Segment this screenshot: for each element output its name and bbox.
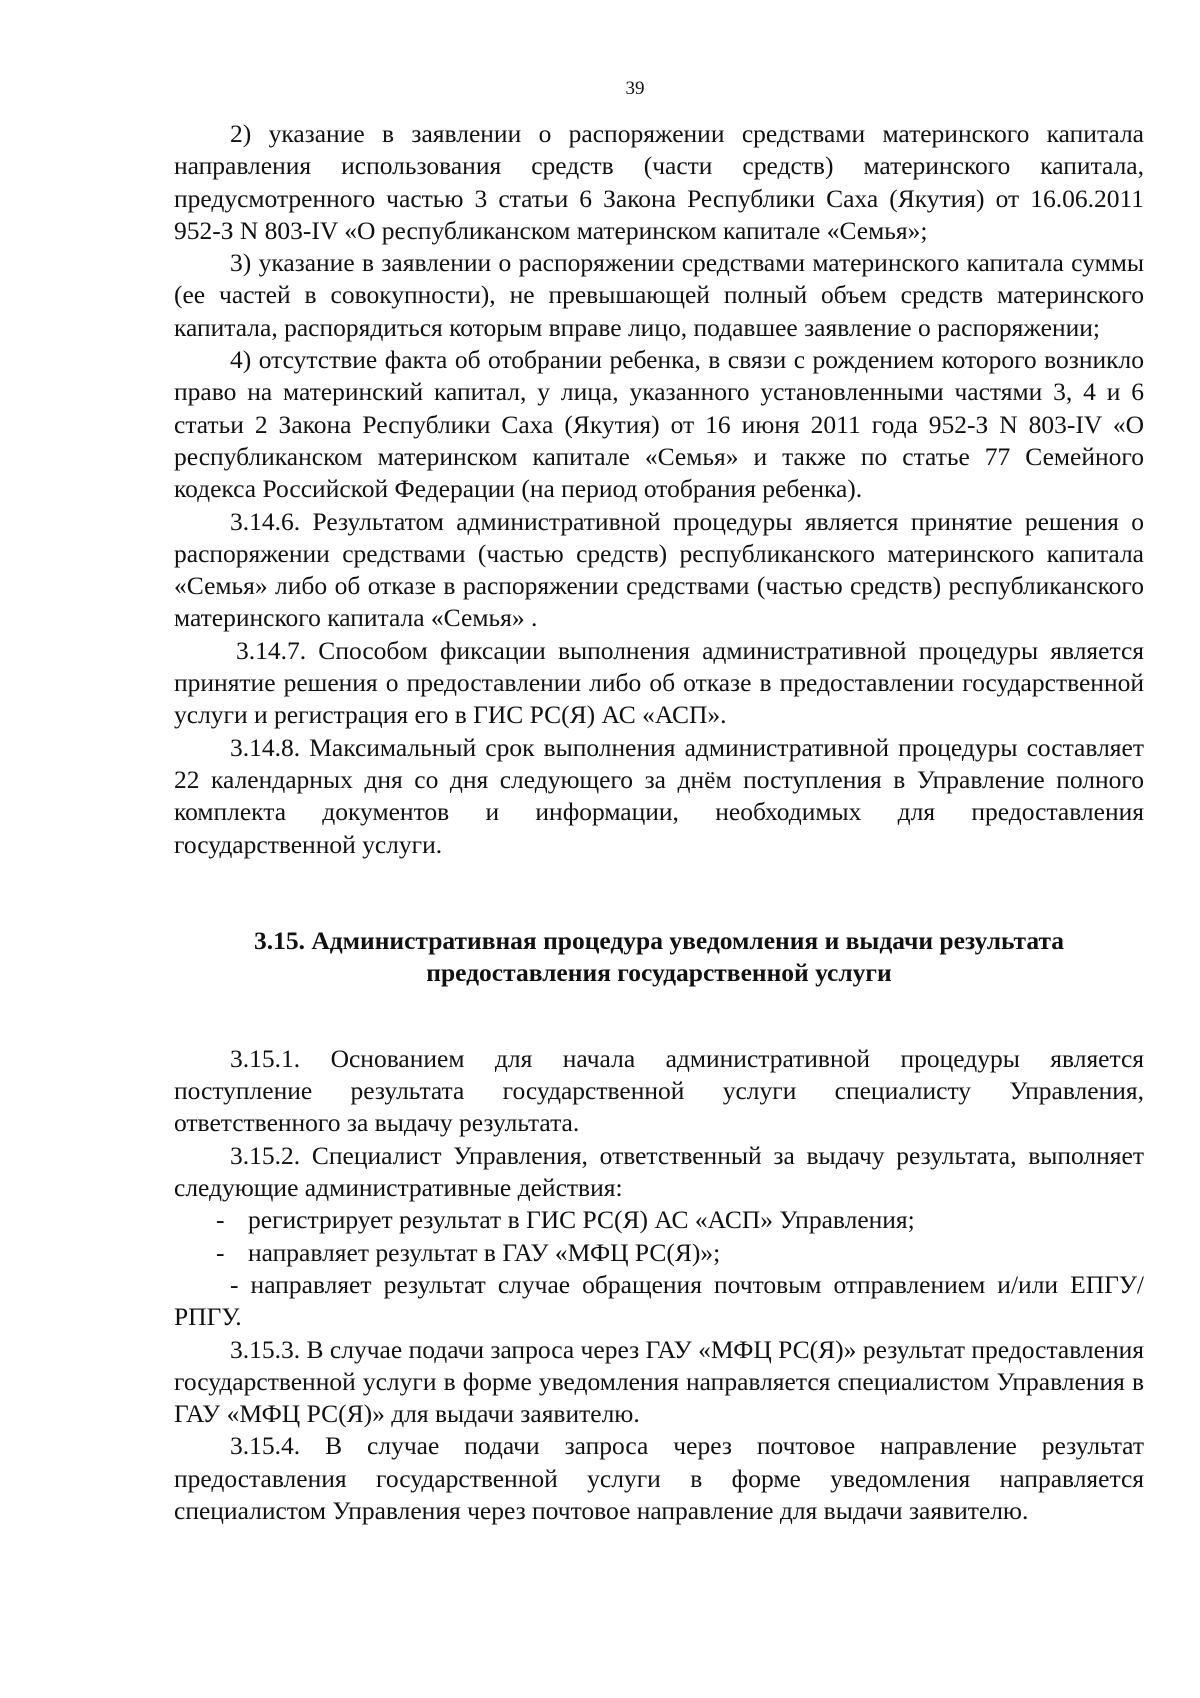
paragraph-3-15-1: 3.15.1. Основанием для начала административной процедуры является поступление результата государственной услуги специалисту Управления, ответственного за выдачу результата. bbox=[174, 1043, 1144, 1138]
paragraph-item-2: 2) указание в заявлении о распоряжении средствами материнского капитала направления использования средств (части средств) материнского капитала, предусмотренного частью 3 статьи 6 Закона Республики Саха (Якутия) от 16.06.2011 952-З N 803-IV «О республиканском материнском капитале «Семья»; bbox=[174, 119, 1144, 245]
paragraph-item-3: 3) указание в заявлении о распоряжении средствами материнского капитала суммы (ее частей в совокупности), не превышающей полный объем средств материнского капитала, распорядиться которым вправе лицо, подавшее заявление о распоряжении; bbox=[174, 248, 1144, 342]
page-number: 39 bbox=[625, 78, 645, 99]
paragraph-3-15-4: 3.15.4. В случае подачи запроса через почтовое направление результат предоставления государственной услуги в форме уведомления направляется специалистом Управления через почтовое направление для выдачи заявителю. bbox=[174, 1431, 1144, 1525]
section-heading-line-1: 3.15. Административная процедура уведомления и выдачи результата bbox=[253, 925, 1065, 955]
dash-marker: - bbox=[216, 1237, 225, 1267]
list-item bbox=[174, 1204, 1144, 1236]
paragraph-3-14-7: 3.14.7. Способом фиксации выполнения административной процедуры является принятие решения о предоставлении либо об отказе в предоставлении государственной услуги и регистрация его в ГИС РС(Я) АС «АСП». bbox=[174, 635, 1144, 730]
paragraph-3-15-3: 3.15.3. В случае подачи запроса через ГАУ «МФЦ РС(Я)» результат предоставления государственной услуги в форме уведомления направляется специалистом Управления в ГАУ «МФЦ РС(Я)» для выдачи заявителю. bbox=[174, 1334, 1144, 1429]
dash-marker: - bbox=[216, 1205, 225, 1235]
paragraph-send-result: - направляет результат случае обращения почтовым отправлением и/или ЕПГУ/РПГУ. bbox=[174, 1269, 1144, 1332]
document-body bbox=[174, 118, 1144, 1527]
section-heading-3-15 bbox=[174, 925, 1144, 989]
list-item bbox=[174, 1237, 1144, 1269]
paragraph-3-15-2: 3.15.2. Специалист Управления, ответственный за выдачу результата, выполняет следующие административные действия: bbox=[174, 1140, 1144, 1203]
paragraph-3-14-8: 3.14.8. Максимальный срок выполнения административной процедуры составляет 22 календарных дня со дня следующего за днём поступления в Управление полного комплекта документов и информации, необходимых для предоставления государственной услуги. bbox=[174, 732, 1144, 859]
paragraph-item-4: 4) отсутствие факта об отобрании ребенка, в связи с рождением которого возникло право на материнский капитал, у лица, указанного установленными частями 3, 4 и 6 статьи 2 Закона Республики Саха (Якутия) от 16 июня 2011 года 952-З N 803-IV «О республиканском материнском капитале «Семья» и также по статье 77 Семейного кодекса Российской Федерации (на период отобрания ребенка). bbox=[174, 345, 1144, 504]
list-item-text: регистрирует результат в ГИС РС(Я) АС «АСП» Управления; bbox=[248, 1205, 915, 1235]
list-item-text: направляет результат в ГАУ «МФЦ РС(Я)»; bbox=[248, 1237, 721, 1267]
section-heading-line-2: предоставления государственной услуги bbox=[426, 957, 892, 987]
paragraph-3-14-6: 3.14.6. Результатом административной процедуры является принятие решения о распоряжении средствами (частью средств) республиканского материнского капитала «Семья» либо об отказе в распоряжении средствами (частью средств) республиканского материнского капитала «Семья» . bbox=[174, 506, 1144, 633]
